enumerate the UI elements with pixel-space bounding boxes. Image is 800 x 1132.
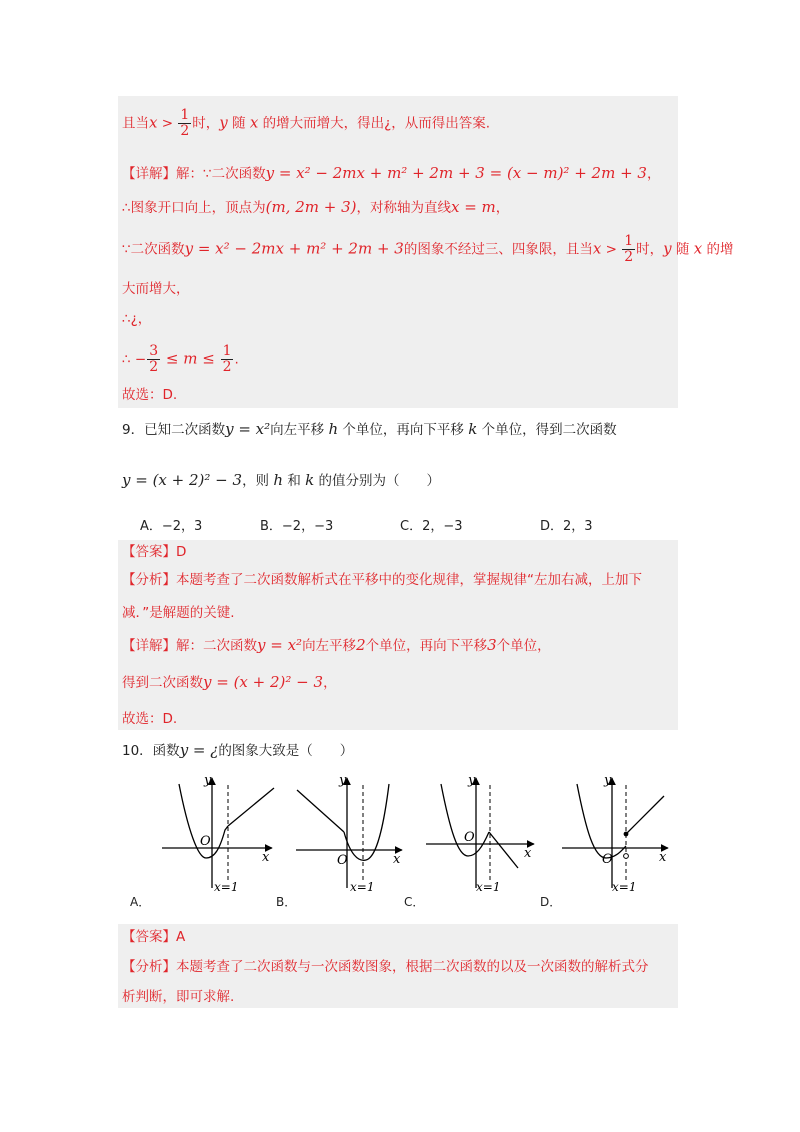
- q9-stem-line-1: 9．已知二次函数y = x²向左平移 h 个单位，再向下平移 k 个单位，得到二次函数: [122, 420, 617, 438]
- condition-line-cont: 大而增大，: [122, 281, 190, 297]
- q9-analysis-2: 减．”是解题的关键.: [122, 605, 235, 621]
- solution-block-q9: [118, 540, 678, 730]
- q9-option-a: A．−2，3: [140, 519, 203, 534]
- fraction-three-halves: $\frac{3}{2}$: [149, 343, 159, 375]
- range-line: ∴ − $\frac{3}{2}$ ≤ m ≤ $\frac{1}{2}$ .: [122, 343, 239, 375]
- svg-text:x=1: x=1: [612, 880, 637, 894]
- svg-text:x=1: x=1: [350, 880, 375, 894]
- q10-answer: 【答案】A: [122, 929, 186, 945]
- q10-option-b: B．: [276, 895, 297, 909]
- q9-option-d: D．2，3: [540, 519, 593, 534]
- svg-text:O: O: [464, 830, 475, 845]
- fraction-half: $\frac{1}{2}$: [180, 107, 190, 139]
- svg-text:x: x: [659, 850, 667, 865]
- svg-text:x: x: [393, 852, 401, 867]
- q10-option-c: C．: [404, 895, 425, 909]
- graph-c: [426, 773, 534, 894]
- q10-graphs: [0, 770, 800, 910]
- svg-text:x=1: x=1: [476, 880, 501, 894]
- fraction-half-2: $\frac{1}{2}$: [624, 233, 634, 265]
- choice-line: 故选：D.: [122, 387, 178, 403]
- svg-text:x: x: [262, 850, 270, 865]
- q10-analysis-1: 【分析】本题考查了二次函数与一次函数图象，根据二次函数的以及一次函数的解析式分: [122, 959, 649, 975]
- svg-text:y: y: [204, 773, 212, 788]
- q9-analysis-1: 【分析】本题考查了二次函数解析式在平移中的变化规律，掌握规律“左加右减，上加下: [122, 572, 642, 588]
- solution-block-previous: [118, 96, 734, 408]
- q9-stem-line-2: y = (x + 2)² − 3，则 h 和 k 的值分别为（ ）: [122, 471, 441, 489]
- solution-block-q10: [118, 924, 678, 1008]
- svg-text:O: O: [337, 853, 348, 868]
- fraction-half-3: $\frac{1}{2}$: [222, 343, 232, 375]
- q9-option-b: B．−2，−3: [260, 519, 334, 534]
- solution-line-1: 且当x > $\frac{1}{2}$ 时，y 随 x 的增大而增大，得出¿，从而得出答案.: [122, 107, 491, 139]
- svg-text:y: y: [468, 773, 476, 788]
- svg-text:O: O: [200, 834, 211, 849]
- vertex-line: ∴图象开口向上，顶点为(m, 2m + 3)，对称轴为直线x = m，: [122, 198, 510, 216]
- svg-text:x=1: x=1: [214, 880, 239, 894]
- svg-text:O: O: [602, 852, 613, 867]
- q9-choice: 故选：D.: [122, 711, 178, 727]
- therefore-line: ∴¿，: [122, 311, 152, 327]
- q9-answer: 【答案】D: [122, 544, 187, 560]
- svg-text:y: y: [339, 773, 347, 788]
- q10-stem: 10．函数y = ¿的图象大致是（ ）: [122, 741, 354, 759]
- q10-option-a: A．: [130, 895, 151, 909]
- q9-detail-2: 得到二次函数y = (x + 2)² − 3，: [122, 673, 337, 691]
- q10-option-d: D．: [540, 895, 562, 909]
- svg-text:x: x: [524, 846, 532, 861]
- graph-d: [562, 773, 668, 894]
- svg-text:y: y: [604, 773, 612, 788]
- condition-line: ∵二次函数y = x² − 2mx + m² + 2m + 3的图象不经过三、四象限，且当x > $\frac{1}{2}$ 时，y 随 x 的增: [122, 233, 734, 265]
- q10-analysis-2: 析判断，即可求解.: [122, 989, 235, 1005]
- graph-a: [162, 773, 274, 894]
- q9-detail-1: 【详解】解：二次函数y = x²向左平移2个单位，再向下平移3个单位，: [122, 636, 551, 654]
- detail-line: 【详解】解：∵二次函数y = x² − 2mx + m² + 2m + 3 = (x − m)² + 2m + 3，: [122, 164, 661, 182]
- q9-option-c: C．2，−3: [400, 519, 463, 534]
- graph-b: [296, 773, 402, 894]
